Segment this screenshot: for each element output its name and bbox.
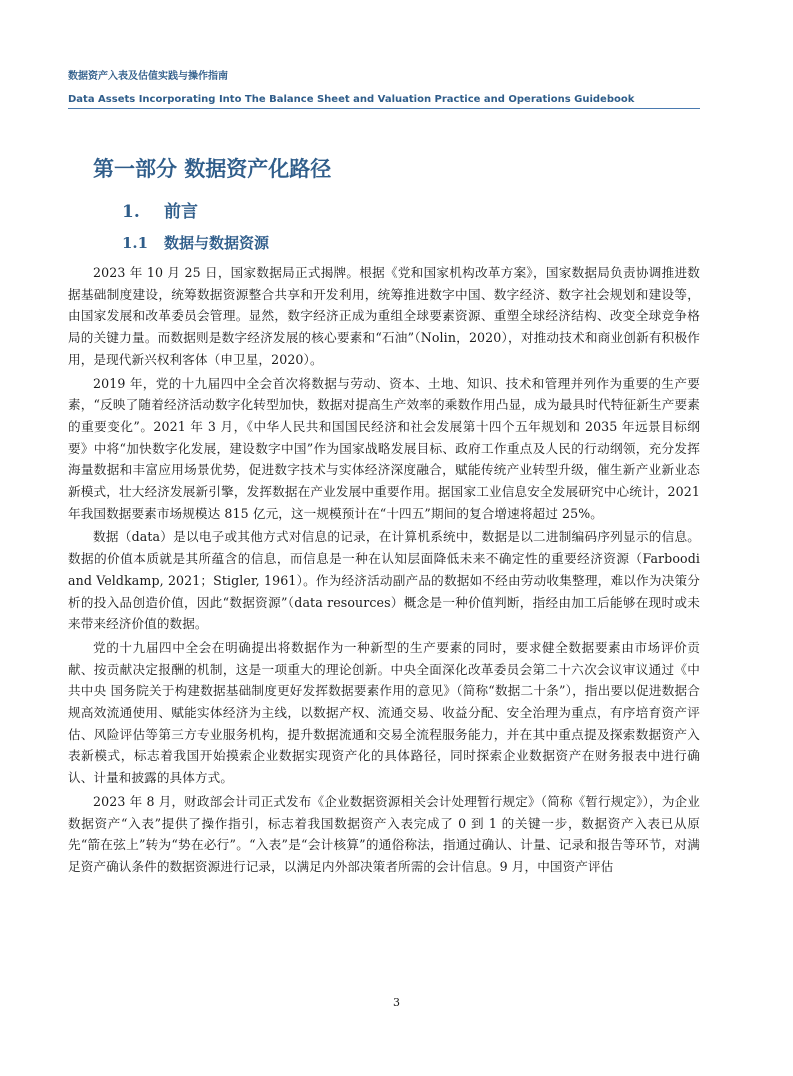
subsection-number: 1.1 [122, 234, 149, 252]
header-title-en: Data Assets Incorporating Into The Balance Sheet and Valuation Practice and Operations Guidebook [68, 94, 635, 105]
paragraph: 数据（data）是以电子或其他方式对信息的记录，在计算机系统中，数据是以二进制编码序列显示的信息。数据的价值本质就是其所蕴含的信息，而信息是一种在认知层面降低未来不确定性的重要经济资源（Farboodi and Veldkamp, 2021；Stigler, 1961）。作为经济活动副产品的数据如不经由劳动收集整理，难以作为决策分析的投入品创造价值，因此“数据资源”（data resources）概念是一种价值判断，指经由加工后能够在现时或未来带来经济价值的数据。 [68, 529, 700, 632]
subsection-heading [122, 232, 269, 253]
section-number: 1. [122, 202, 140, 222]
body-text [68, 262, 700, 880]
running-header [68, 70, 700, 107]
paragraph: 党的十九届四中全会在明确提出将数据作为一种新型的生产要素的同时，要求健全数据要素由市场评价贡献、按贡献决定报酬的机制，这是一项重大的理论创新。中央全面深化改革委员会第二十六次会议审议通过《中共中央 国务院关于构建数据基础制度更好发挥数据要素作用的意见》（简称“数据二十条”），指出要以促进数据合规高效流通使用、赋能实体经济为主线，以数据产权、流通交易、收益分配、安全治理为重点，有序培育资产评估、风险评估等第三方专业服务机构，提升数据流通和交易全流程服务能力，并在其中重点提及探索数据资产入表新模式，标志着我国开始摸索企业数据实现资产化的具体路径，同时探索企业数据资产在财务报表中进行确认、计量和披露的具体方式。 [68, 639, 700, 786]
section-heading [122, 197, 198, 222]
header-divider [68, 108, 700, 109]
page-number: 3 [393, 996, 400, 1009]
paragraph: 2023 年 10 月 25 日，国家数据局正式揭牌。根据《党和国家机构改革方案》，国家数据局负责协调推进数据基础制度建设，统筹数据资源整合共享和开发利用，统筹推进数字中国、数字经济、数字社会规划和建设等，由国家发展和改革委员会管理。显然，数字经济正成为重组全球要素资源、重塑全球经济结构、改变全球竞争格局的关键力量。而数据则是数字经济发展的核心要素和“石油”（Nolin，2020），对推动技术和商业创新有积极作用，是现代新兴权利客体（申卫星，2020）。 [68, 265, 700, 367]
header-title-cn: 数据资产入表及估值实践与操作指南 [68, 71, 228, 82]
paragraph: 2019 年，党的十九届四中全会首次将数据与劳动、资本、土地、知识、技术和管理并列作为重要的生产要素，“反映了随着经济活动数字化转型加快，数据对提高生产效率的乘数作用凸显，成为最具时代特征新生产要素的重要变化”。2021 年 3 月，《中华人民共和国国民经济和社会发展第十四个五年规划和 2035 年远景目标纲要》中将“加快数字化发展，建设数字中国”作为国家战略发展目标、政府工作重点及人民的行动纲领，充分发挥海量数据和丰富应用场景优势，促进数字技术与实体经济深度融合，赋能传统产业转型升级，催生新产业新业态新模式，壮大经济发展新引擎，发挥数据在产业发展中重要作用。据国家工业信息安全发展研究中心统计，2021 年我国数据要素市场规模达 815 亿元，这一规模预计在“十四五”期间的复合增速将超过 25%。 [68, 375, 700, 521]
section-title: 前言 [164, 202, 198, 222]
part-title: 第一部分 数据资产化路径 [93, 156, 332, 181]
subsection-title: 数据与数据资源 [164, 234, 270, 252]
paragraph: 2023 年 8 月，财政部会计司正式发布《企业数据资源相关会计处理暂行规定》（简称《暂行规定》），为企业数据资产“入表”提供了操作指引，标志着我国数据资产入表完成了 0 到 1 的关键一步，数据资产入表已从原先“箭在弦上”转为“势在必行”。“入表”是“会计核算”的通俗称法，指通过确认、计量、记录和报告等环节，对满足资产确认条件的数据资源进行记录，以满足内外部决策者所需的会计信息。9 月，中国资产评估 [68, 793, 700, 874]
